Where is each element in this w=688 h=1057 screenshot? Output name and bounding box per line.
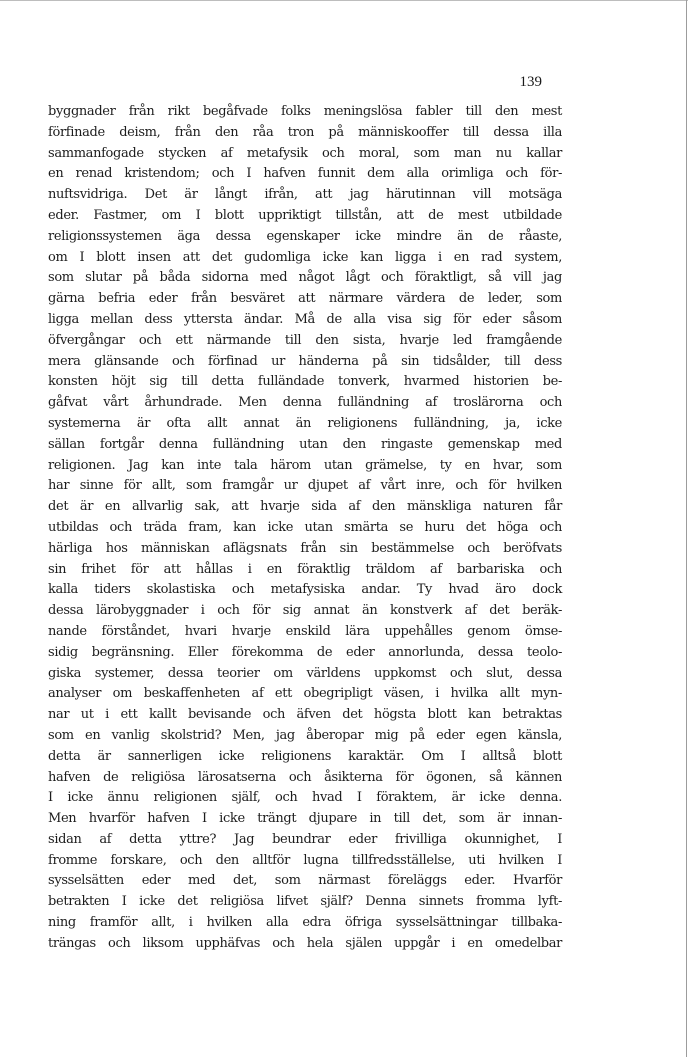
text-line: detta är sannerligen icke religionens karaktär. Om I alltså blott	[48, 748, 562, 764]
text-line: sidan af detta yttre? Jag beundrar eder frivilliga okunnighet, I	[48, 831, 562, 847]
text-line: sidig begränsning. Eller förekomma de eder annorlunda, dessa teolo-	[48, 644, 562, 660]
text-line: det är en allvarlig sak, att hvarje sida af den mänskliga naturen får	[48, 499, 562, 515]
text-line: nar ut i ett kallt bevisande och äfven det högsta blott kan betraktas	[48, 707, 562, 723]
body-text	[48, 102, 562, 955]
text-line: gärna befria eder från besväret att närmare värdera de leder, som	[48, 291, 562, 307]
text-line: sin frihet för att hållas i en föraktlig träldom af barbariska och	[48, 561, 562, 577]
text-line: en renad kristendom; och I hafven funnit dem alla orimliga och för-	[48, 166, 562, 182]
text-line: systemerna är ofta allt annat än religionens fulländning, ja, icke	[48, 415, 562, 431]
text-line: nande förståndet, hvari hvarje enskild lära uppehålles genom ömse-	[48, 623, 562, 639]
page-right-edge	[686, 0, 687, 1057]
text-line: konsten höjt sig till detta fulländade tonverk, hvarmed historien be-	[48, 374, 562, 390]
text-line: religionen. Jag kan inte tala härom utan grämelse, ty en hvar, som	[48, 457, 562, 473]
text-line: som en vanlig skolstrid? Men, jag åberopar mig på eder egen känsla,	[48, 727, 562, 743]
page-number: 139	[519, 74, 542, 90]
text-line: förfinade deism, från den råa tron på människooffer till dessa illa	[48, 124, 562, 140]
text-line: mera glänsande och förfinad ur händerna på sin tidsålder, till dess	[48, 353, 562, 369]
text-line: giska systemer, dessa teorier om världens uppkomst och slut, dessa	[48, 665, 562, 681]
text-line: kalla tiders skolastiska och metafysiska andar. Ty hvad äro dock	[48, 582, 562, 598]
text-line: betrakten I icke det religiösa lifvet själf? Denna sinnets fromma lyft-	[48, 894, 562, 910]
text-line: öfvergångar och ett närmande till den sista, hvarje led framgående	[48, 332, 562, 348]
text-line: byggnader från rikt begåfvade folks meningslösa fabler till den mest	[48, 104, 562, 119]
text-line: sammanfogade stycken af metafysik och moral, som man nu kallar	[48, 145, 562, 161]
text-line: sällan fortgår denna fulländning utan den ringaste gemenskap med	[48, 436, 562, 452]
text-line: om I blott insen att det gudomliga icke kan ligga i en rad system,	[48, 249, 562, 265]
text-line: sysselsätten eder med det, som närmast föreläggs eder. Hvarför	[48, 873, 562, 889]
text-line: ning framför allt, i hvilken alla edra öfriga sysselsättningar tillbaka-	[48, 915, 562, 931]
text-line: eder. Fastmer, om I blott uppriktigt tillstån, att de mest utbildade	[48, 207, 562, 223]
text-line: I icke ännu religionen själf, och hvad I föraktem, är icke denna.	[48, 790, 562, 806]
page-top-edge	[0, 0, 688, 1]
text-line: hafven de religiösa lärosatserna och åsikterna för ögonen, så kännen	[48, 769, 562, 785]
text-line: fromme forskare, och den alltför lugna tillfredsställelse, uti hvilken I	[48, 852, 562, 868]
text-line: dessa lärobyggnader i och för sig annat än konstverk af det beräk-	[48, 603, 562, 619]
text-line: Men hvarför hafven I icke trängt djupare in till det, som är innan-	[48, 811, 562, 827]
text-line: trängas och liksom upphäfvas och hela själen uppgår i en omedelbar	[48, 935, 562, 951]
text-line: utbildas och träda fram, kan icke utan smärta se huru det höga och	[48, 519, 562, 535]
text-line: nuftsvidriga. Det är långt ifrån, att jag härutinnan vill motsäga	[48, 187, 562, 203]
text-line: ligga mellan dess yttersta ändar. Må de alla visa sig för eder såsom	[48, 311, 562, 327]
text-line: som slutar på båda sidorna med något lågt och föraktligt, så vill jag	[48, 270, 562, 286]
text-line: härliga hos människan aflägsnats från sin bestämmelse och beröfvats	[48, 540, 562, 556]
text-line: religionssystemen äga dessa egenskaper icke mindre än de råaste,	[48, 228, 562, 244]
text-line: har sinne för allt, som framgår ur djupet af vårt inre, och för hvilken	[48, 478, 562, 494]
text-line: analyser om beskaffenheten af ett obegripligt väsen, i hvilka allt myn-	[48, 686, 562, 702]
text-line: gåfvat vårt århundrade. Men denna fulländning af troslärorna och	[48, 395, 562, 411]
